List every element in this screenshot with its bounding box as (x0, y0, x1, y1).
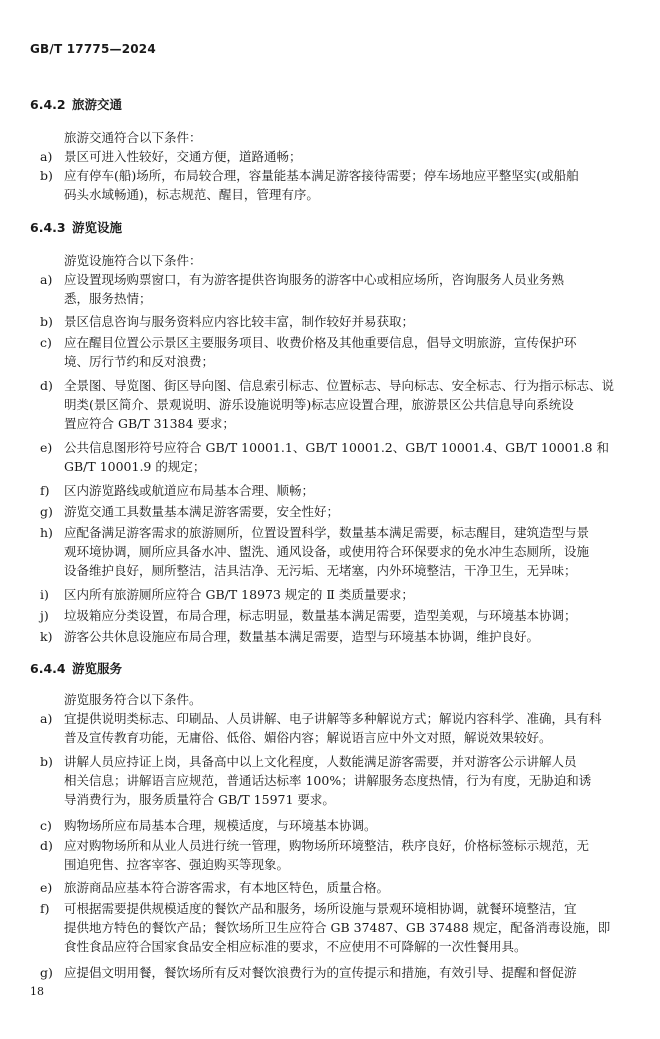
item-label: c) (40, 818, 52, 833)
section-heading-6-4-4 (30, 659, 122, 677)
item-label: d) (40, 838, 53, 853)
item-label: h) (40, 525, 53, 540)
item-label: f) (40, 483, 50, 498)
item-text: 游客公共休息设施应布局合理，数量基本满足需要，造型与环境基本协调，维护良好。 (64, 629, 540, 644)
list-item (40, 270, 636, 308)
page-number: 18 (30, 985, 44, 998)
item-label: d) (40, 378, 53, 393)
item-text: 应配备满足游客需求的旅游厕所，位置设置科学，数量基本满足需要，标志醒目，建筑造型与景 观环境协调，厕所应具备水冲、盥洗、通风设备，或使用符合环保要求的免水冲生态厕所，设施 设备维护良好，厕所整洁，洁具洁净、无污垢、无堵塞，内外环境整洁，干净卫生，无异味； (64, 525, 590, 578)
item-text: 宜提供说明类标志、印刷品、人员讲解、电子讲解等多种解说方式；解说内容科学、准确，具有科 普及宣传教育功能，无庸俗、低俗、媚俗内容；解说语言应中外文对照，解说效果较好。 (64, 711, 602, 745)
item-text: 应提倡文明用餐，餐饮场所有反对餐饮浪费行为的宣传提示和措施，有效引导、提醒和督促游 (64, 965, 577, 980)
list-item (40, 752, 636, 809)
list-item (40, 333, 636, 371)
item-text: 垃圾箱应分类设置，布局合理，标志明显，数量基本满足需要，造型美观，与环境基本协调； (64, 608, 577, 623)
item-label: e) (40, 880, 53, 895)
item-label: c) (40, 335, 52, 350)
section-number: 6.4.2 (30, 97, 66, 112)
section-title: 游览服务 (72, 661, 123, 676)
list-item (40, 816, 636, 835)
section-number: 6.4.3 (30, 220, 66, 235)
item-text: 购物场所应布局基本合理，规模适度，与环境基本协调。 (64, 818, 377, 833)
item-label: f) (40, 901, 50, 916)
item-text: 区内所有旅游厕所应符合 GB/T 18973 规定的 Ⅱ 类质量要求； (64, 587, 414, 602)
list-item (40, 147, 636, 166)
list-item (40, 836, 636, 874)
list-item (40, 481, 636, 500)
item-label: j) (40, 608, 49, 623)
item-text: 应有停车(船)场所，布局较合理，容量能基本满足游客接待需要；停车场地应平整坚实(或船舶 码头水域畅通)，标志规范、醒目，管理有序。 (64, 168, 579, 202)
list-item (40, 627, 636, 646)
item-text: 区内游览路线或航道应布局基本合理、顺畅； (64, 483, 315, 498)
item-text: 应设置现场购票窗口，有为游客提供咨询服务的游客中心或相应场所，咨询服务人员业务熟 悉，服务热情； (64, 272, 565, 306)
list-item (40, 166, 636, 204)
item-text: 应对购物场所和从业人员进行统一管理，购物场所环境整洁，秩序良好，价格标签标示规范，无 围追兜售、拉客宰客、强迫购买等现象。 (64, 838, 590, 872)
item-label: i) (40, 587, 49, 602)
list-item (40, 523, 636, 580)
section-title: 游览设施 (72, 220, 123, 235)
section-intro: 旅游交通符合以下条件： (64, 130, 202, 145)
item-label: k) (40, 629, 53, 644)
list-item (40, 438, 636, 476)
item-label: g) (40, 965, 53, 980)
item-text: 游览交通工具数量基本满足游客需要，安全性好； (64, 504, 340, 519)
item-text: 应在醒目位置公示景区主要服务项目、收费价格及其他重要信息，倡导文明旅游，宣传保护环 境、厉行节约和反对浪费； (64, 335, 577, 369)
section-title: 旅游交通 (72, 97, 123, 112)
item-text: 公共信息图形符号应符合 GB/T 10001.1、GB/T 10001.2、GB/T 10001.4、GB/T 10001.8 和 GB/T 10001.9 的规定； (64, 440, 609, 474)
item-text: 可根据需要提供规模适度的餐饮产品和服务，场所设施与景观环境相协调，就餐环境整洁，宜 提供地方特色的餐饮产品；餐饮场所卫生应符合 GB 37487、GB 37488 规定，配备消毒设施，即 食性食品应符合国家食品安全相应标准的要求，不应使用不可降解的一次性餐用具。 (64, 901, 611, 954)
section-heading-6-4-2 (30, 95, 122, 113)
list-item (40, 376, 636, 433)
list-item (40, 709, 636, 747)
list-item (40, 312, 636, 331)
section-number: 6.4.4 (30, 661, 66, 676)
list-item (40, 878, 636, 897)
item-label: a) (40, 272, 53, 287)
section-intro: 游览设施符合以下条件： (64, 253, 202, 268)
standard-code: GB/T 17775—2024 (30, 42, 156, 56)
list-item (40, 606, 636, 625)
item-text: 全景图、导览图、街区导向图、信息索引标志、位置标志、导向标志、安全标志、行为指示标志、说 明类(景区简介、景观说明、游乐设施说明等)标志应设置合理，旅游景区公共信息导向系统设 置应符合 GB/T 31384 要求； (64, 378, 615, 431)
item-label: a) (40, 149, 53, 164)
item-label: b) (40, 314, 53, 329)
item-label: e) (40, 440, 53, 455)
item-label: a) (40, 711, 53, 726)
item-text: 景区信息咨询与服务资料应内容比较丰富，制作较好并易获取； (64, 314, 415, 329)
list-item (40, 502, 636, 521)
section-intro: 游览服务符合以下条件。 (64, 692, 202, 707)
item-text: 景区可进入性较好，交通方便，道路通畅； (64, 149, 302, 164)
item-label: b) (40, 168, 53, 183)
list-item (40, 585, 636, 604)
item-label: g) (40, 504, 53, 519)
item-text: 旅游商品应基本符合游客需求，有本地区特色，质量合格。 (64, 880, 390, 895)
list-item (40, 899, 636, 956)
section-heading-6-4-3 (30, 218, 122, 236)
item-label: b) (40, 754, 53, 769)
list-item (40, 963, 636, 982)
item-text: 讲解人员应持证上岗，具备高中以上文化程度，人数能满足游客需要，并对游客公示讲解人员 相关信息；讲解语言应规范，普通话达标率 100%；讲解服务态度热情，行为有度，无胁迫和诱 导消费行为，服务质量符合 GB/T 15971 要求。 (64, 754, 592, 807)
